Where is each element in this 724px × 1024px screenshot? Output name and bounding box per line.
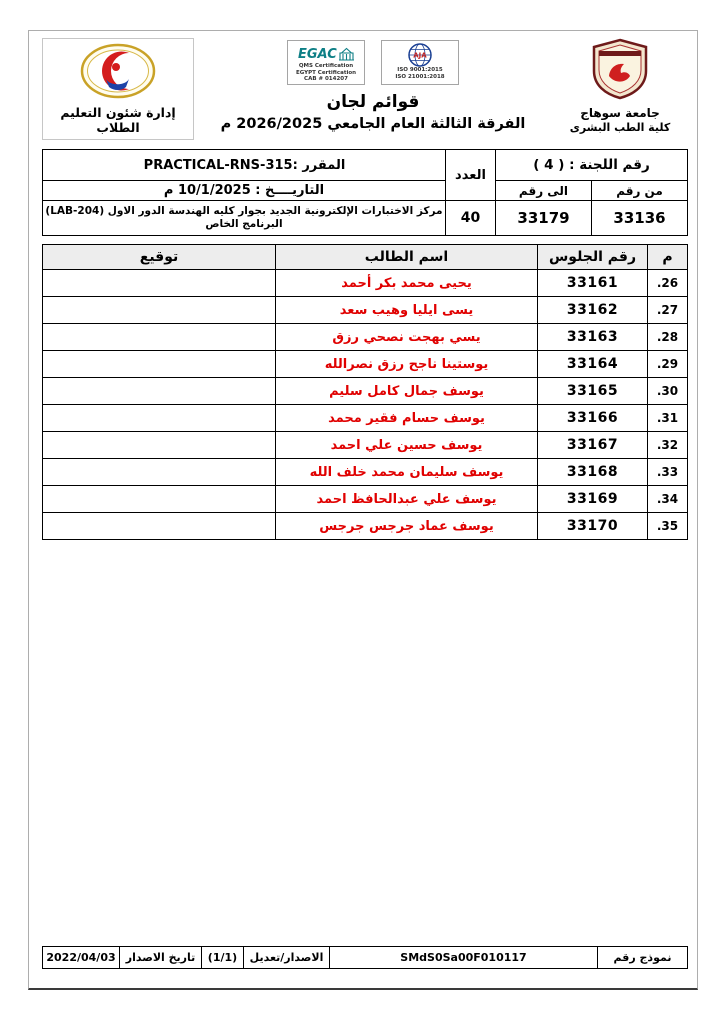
info-row-2: [43, 181, 688, 201]
course-label: المقرر :: [292, 157, 346, 173]
seat-number: 33164: [538, 351, 648, 378]
student-name: يوسف حسين علي احمد: [276, 432, 538, 459]
col-header-student-name: اسم الطالب: [276, 245, 538, 270]
header-center: [194, 38, 552, 132]
col-header-signature: توقيع: [43, 245, 276, 270]
form-number-label: نموذج رقم: [598, 947, 688, 969]
col-header-index: م: [648, 245, 688, 270]
student-name: يسي بهجت نصحي رزق: [276, 324, 538, 351]
row-index: 30.: [648, 378, 688, 405]
table-row: [43, 351, 688, 378]
student-name: يوسف حسام فقير محمد: [276, 405, 538, 432]
table-row: [43, 405, 688, 432]
course-cell: [43, 150, 446, 181]
seat-number: 33170: [538, 513, 648, 540]
signature-cell: [43, 378, 276, 405]
table-row: [43, 486, 688, 513]
page-content: [42, 38, 688, 540]
from-number: 33136: [592, 201, 688, 236]
from-label: من رقم: [592, 181, 688, 201]
count-value: 40: [445, 201, 495, 236]
exam-location-line1: مركز الاختبارات الإلكترونية الجديد بجوار كليه الهندسة الدور الاول (LAB-204): [45, 205, 443, 217]
form-number-value: SMdS0Sa00F010117: [330, 947, 598, 969]
table-row: [43, 432, 688, 459]
exam-location-line2: البرنامج الخاص: [205, 218, 283, 230]
seat-number: 33162: [538, 297, 648, 324]
education-admin-box: [42, 38, 194, 140]
sohag-university-emblem-icon: [591, 38, 649, 100]
issue-date-value: 2022/04/03: [43, 947, 120, 969]
aja-caption-2: ISO 21001:2018: [395, 73, 445, 80]
table-row: [43, 270, 688, 297]
table-row: [43, 297, 688, 324]
seat-number: 33167: [538, 432, 648, 459]
info-row-1: [43, 150, 688, 181]
seat-number: 33161: [538, 270, 648, 297]
table-row: [43, 459, 688, 486]
student-name: يوسف جمال كامل سليم: [276, 378, 538, 405]
signature-cell: [43, 405, 276, 432]
course-code: PRACTICAL-RNS-315: [143, 157, 293, 173]
seat-number: 33166: [538, 405, 648, 432]
exam-location-cell: [43, 201, 446, 236]
version-label: الاصدار/تعديل: [244, 947, 330, 969]
university-identity: [552, 38, 688, 135]
egac-caption-3: CAB # 014207: [304, 76, 348, 82]
to-label: الى رقم: [495, 181, 591, 201]
students-table: [42, 244, 688, 540]
committee-number: رقم اللجنة : ( 4 ): [495, 150, 687, 181]
student-name: يوسف عماد جرجس جرجس: [276, 513, 538, 540]
student-name: يوسف سليمان محمد خلف الله: [276, 459, 538, 486]
aja-caption-1: ISO 9001:2015: [397, 67, 443, 73]
signature-cell: [43, 513, 276, 540]
issue-date-label: تاريخ الاصدار: [120, 947, 202, 969]
row-index: 27.: [648, 297, 688, 324]
row-index: 31.: [648, 405, 688, 432]
signature-cell: [43, 324, 276, 351]
table-row: [43, 378, 688, 405]
row-index: 29.: [648, 351, 688, 378]
seat-number: 33169: [538, 486, 648, 513]
signature-cell: [43, 270, 276, 297]
table-row: [43, 324, 688, 351]
signature-cell: [43, 432, 276, 459]
svg-text:AJA: AJA: [413, 51, 427, 60]
certification-logos: [194, 40, 552, 85]
student-name: يحيى محمد بكر أحمد: [276, 270, 538, 297]
page-subtitle: الفرقة الثالثة العام الجامعي 2026/2025 م: [220, 115, 526, 132]
row-index: 33.: [648, 459, 688, 486]
aja-certification-logo: [381, 40, 459, 85]
education-admin-emblem-icon: [79, 42, 157, 100]
row-index: 26.: [648, 270, 688, 297]
svg-text:EGAC: EGAC: [298, 47, 337, 62]
signature-cell: [43, 297, 276, 324]
seat-number: 33163: [538, 324, 648, 351]
table-row: [43, 513, 688, 540]
seat-number: 33165: [538, 378, 648, 405]
faculty-name: كلية الطب البشرى: [569, 121, 671, 134]
row-index: 35.: [648, 513, 688, 540]
egac-caption-2: EGYPT Certification: [295, 69, 357, 76]
seat-number: 33168: [538, 459, 648, 486]
page-title: قوائم لجان: [326, 91, 420, 112]
exam-date: التاريــــخ : 10/1/2025 م: [43, 181, 446, 201]
exam-info-table: [42, 149, 688, 236]
education-admin-label: إدارة شئون التعليم الطلاب: [60, 105, 176, 135]
egac-logo-icon: [295, 43, 357, 63]
students-tbody: [43, 270, 688, 540]
student-name: يوسف علي عبدالحافظ احمد: [276, 486, 538, 513]
count-label: العدد: [445, 150, 495, 201]
student-name: يسى ايليا وهيب سعد: [276, 297, 538, 324]
egac-certification-logo: [287, 40, 365, 85]
egac-caption-1: QMS Certification: [298, 63, 354, 69]
signature-cell: [43, 486, 276, 513]
document-header: [42, 38, 688, 140]
row-index: 28.: [648, 324, 688, 351]
version-value: (1/1): [202, 947, 244, 969]
row-index: 34.: [648, 486, 688, 513]
col-header-seat-number: رقم الجلوس: [538, 245, 648, 270]
document-footer: [42, 946, 688, 969]
students-header-row: [43, 245, 688, 270]
signature-cell: [43, 351, 276, 378]
to-number: 33179: [495, 201, 591, 236]
student-name: يوستينا ناجح رزق نصرالله: [276, 351, 538, 378]
row-index: 32.: [648, 432, 688, 459]
university-name: جامعة سوهاج: [580, 106, 660, 120]
footer-table: [42, 946, 688, 969]
aja-globe-icon: [408, 43, 432, 67]
signature-cell: [43, 459, 276, 486]
footer-row: [43, 947, 688, 969]
info-row-3: [43, 201, 688, 236]
